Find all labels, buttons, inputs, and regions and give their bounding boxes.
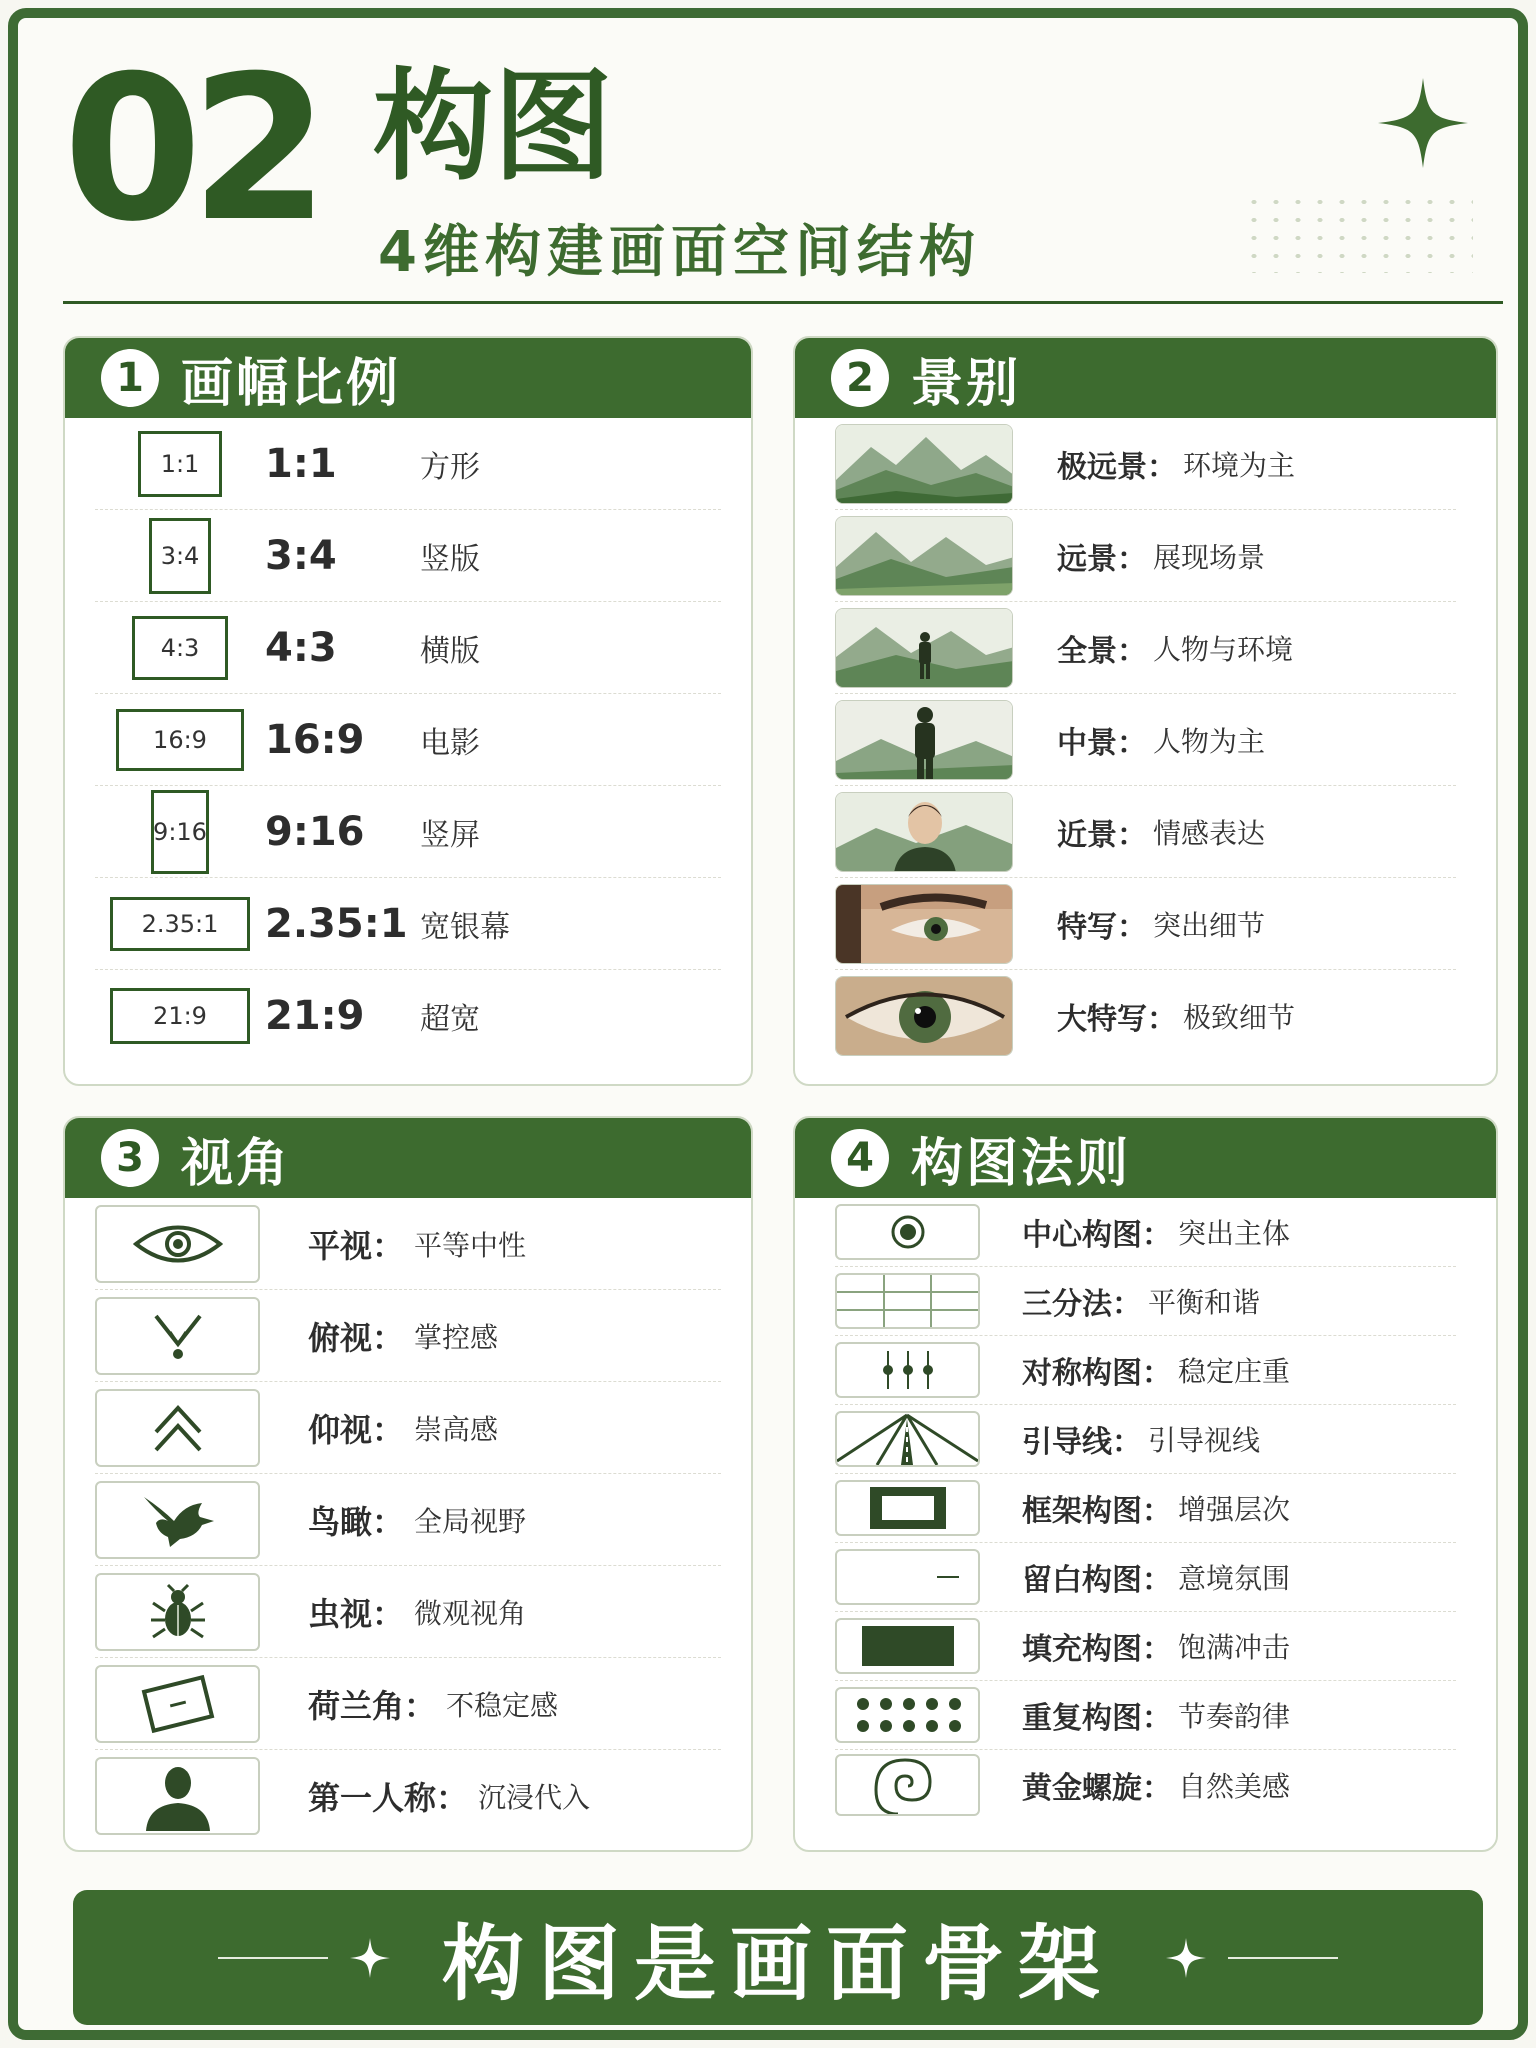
ratio-box: 1:1 [138,431,222,497]
shot-desc: 人物为主 [1153,724,1266,758]
angle-label: 第一人称： [308,1779,469,1817]
shot-desc: 环境为主 [1183,448,1296,482]
shot-label: 中景： [1057,725,1147,761]
ratio-box: 2.35:1 [110,897,250,951]
rule-label: 引导线： [1022,1425,1142,1460]
list-item [95,1566,721,1658]
list-item [95,1382,721,1474]
panel-index-badge: 2 [831,349,889,407]
angle-label: 平视： [308,1226,405,1265]
angle-desc: 全局视野 [414,1504,527,1538]
rule-desc: 饱满冲击 [1178,1631,1291,1664]
rule-desc: 稳定庄重 [1178,1355,1291,1388]
ratio-name: 电影 [420,725,480,761]
list-item [95,786,721,878]
ratio-value: 3:4 [265,532,337,579]
list-item [835,1336,1456,1405]
list-item [835,1267,1456,1336]
list-item [95,694,721,786]
rule-label: 留白构图： [1022,1563,1172,1598]
golden-spiral-icon [835,1754,980,1816]
ratio-box: 16:9 [116,709,244,771]
camera-angle-panel [63,1116,753,1852]
angle-desc: 不稳定感 [446,1688,559,1722]
shot-size-panel [793,336,1498,1086]
composition-rules-panel [793,1116,1498,1852]
page-subtitle: 4维构建画面空间结构 [378,220,981,285]
ratio-name: 横版 [420,633,480,669]
panel-title: 画幅比例 [181,353,402,414]
banner-divider [218,1957,328,1959]
angle-desc: 掌控感 [414,1320,499,1354]
shot-label: 极远景： [1057,449,1177,485]
list-item [95,602,721,694]
list-item [835,1612,1456,1681]
ratio-box: 4:3 [132,616,228,680]
bug-icon [95,1573,260,1651]
angle-label: 俯视： [308,1318,405,1357]
list-item [835,418,1456,510]
list-item [95,1658,721,1750]
list-item [95,1198,721,1290]
angle-label: 荷兰角： [308,1686,437,1725]
list-item [835,1750,1456,1819]
rule-desc: 增强层次 [1178,1493,1291,1526]
panel-title: 景别 [911,353,1022,414]
panel-header [795,1118,1496,1198]
shot-desc: 情感表达 [1153,816,1266,850]
ratio-value: 2.35:1 [265,900,408,947]
ratio-name: 竖屏 [420,817,480,853]
repeat-dots-icon [835,1687,980,1743]
rule-desc: 引导视线 [1148,1424,1261,1457]
list-item [95,1474,721,1566]
list-item [835,1543,1456,1612]
rule-label: 三分法： [1022,1287,1142,1322]
panel-index-badge: 1 [101,349,159,407]
wide-landscape-icon [835,516,1013,596]
fill-icon [835,1618,980,1674]
list-item [835,1681,1456,1750]
rule-label: 框架构图： [1022,1494,1172,1529]
rule-label: 中心构图： [1022,1218,1172,1253]
ratio-name: 竖版 [420,541,480,577]
section-number: 02 [63,33,318,266]
list-item [835,970,1456,1062]
person-silhouette-icon [95,1757,260,1835]
frame-icon [835,1480,980,1536]
rule-desc: 突出主体 [1178,1217,1291,1250]
thirds-grid-icon [835,1273,980,1329]
sparkle-icon [1378,78,1468,168]
panel-header [795,338,1496,418]
full-shot-figure-icon [835,608,1013,688]
tilted-frame-icon [95,1665,260,1743]
panel-header [65,338,751,418]
list-item [835,1405,1456,1474]
sparkle-icon [1166,1938,1206,1978]
ratio-box: 21:9 [110,988,250,1044]
ratio-name: 宽银幕 [420,909,510,945]
center-dot-icon [835,1204,980,1260]
shot-label: 全景： [1057,633,1147,669]
shot-desc: 展现场景 [1153,540,1266,574]
rule-desc: 节奏韵律 [1178,1700,1291,1733]
ratio-name: 超宽 [420,1002,480,1037]
shot-label: 特写： [1057,909,1147,945]
rule-desc: 意境氛围 [1178,1562,1291,1595]
ratio-box: 3:4 [149,518,211,594]
header [63,33,1503,303]
ratio-value: 21:9 [265,993,365,1039]
header-divider [63,301,1503,304]
shot-label: 大特写： [1057,1002,1177,1037]
list-item [835,602,1456,694]
sparkle-icon [350,1938,390,1978]
bird-icon [95,1481,260,1559]
ratio-value: 1:1 [265,440,337,487]
page-title: 构图 [373,58,613,197]
panel-title: 视角 [181,1133,292,1194]
ratio-box: 9:16 [151,790,209,874]
list-item [95,1750,721,1842]
angle-desc: 平等中性 [414,1228,527,1262]
shot-desc: 人物与环境 [1153,632,1294,666]
list-item [95,1290,721,1382]
footer-banner [73,1890,1483,2025]
symmetry-icon [835,1342,980,1398]
footer-slogan: 构图是画面骨架 [441,1917,1114,2012]
panel-index-badge: 4 [831,1129,889,1187]
angle-label: 虫视： [308,1594,405,1633]
list-item [835,878,1456,970]
medium-shot-figure-icon [835,700,1013,780]
negative-space-icon [835,1549,980,1605]
up-chevrons-icon [95,1389,260,1467]
shot-label: 近景： [1057,817,1147,853]
poster-frame [8,8,1528,2040]
angle-desc: 崇高感 [414,1412,499,1446]
shot-label: 远景： [1057,541,1147,577]
extreme-eye-closeup-icon [835,976,1013,1056]
aspect-ratio-panel [63,336,753,1086]
panel-header [65,1118,751,1198]
down-arrows-icon [95,1297,260,1375]
eye-icon [95,1205,260,1283]
ratio-value: 4:3 [265,624,337,671]
rule-label: 黄金螺旋： [1022,1770,1172,1806]
list-item [95,510,721,602]
list-item [835,1198,1456,1267]
ratio-value: 16:9 [265,716,365,763]
decorative-dots [1243,193,1473,273]
rule-desc: 自然美感 [1178,1769,1291,1803]
rule-label: 对称构图： [1022,1356,1172,1391]
angle-desc: 沉浸代入 [478,1781,591,1814]
ratio-value: 9:16 [265,808,365,855]
banner-divider [1228,1957,1338,1959]
eye-closeup-icon [835,884,1013,964]
extreme-wide-landscape-icon [835,424,1013,504]
angle-label: 鸟瞰： [308,1502,405,1541]
shot-desc: 突出细节 [1153,908,1266,942]
list-item [835,1474,1456,1543]
angle-label: 仰视： [308,1410,405,1449]
list-item [95,970,721,1062]
list-item [835,786,1456,878]
panel-index-badge: 3 [101,1129,159,1187]
panel-title: 构图法则 [911,1133,1132,1194]
close-portrait-icon [835,792,1013,872]
list-item [835,694,1456,786]
rule-label: 重复构图： [1022,1701,1172,1736]
ratio-name: 方形 [420,449,480,485]
list-item [95,418,721,510]
list-item [95,878,721,970]
rule-label: 填充构图： [1022,1632,1172,1667]
list-item [835,510,1456,602]
shot-desc: 极致细节 [1183,1001,1296,1034]
leading-lines-icon [835,1411,980,1467]
rule-desc: 平衡和谐 [1148,1286,1261,1319]
angle-desc: 微观视角 [414,1596,527,1630]
